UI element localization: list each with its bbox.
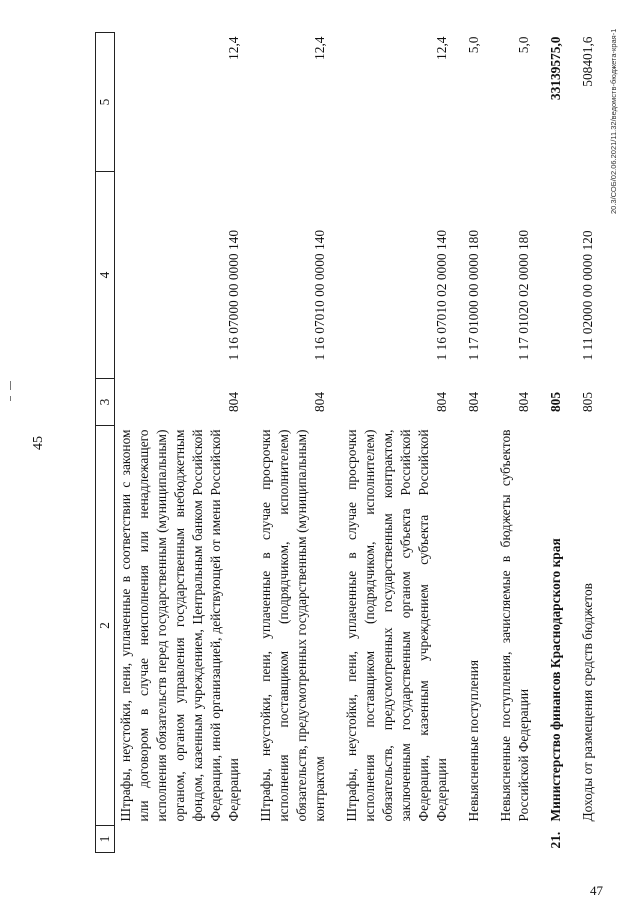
row-number: 21. [548,831,563,849]
row-code: 804 [312,391,327,413]
revenue-table-rotated [95,33,615,853]
scan-mark [10,381,11,390]
row-number [453,826,485,853]
header-cell: 5 [96,33,115,172]
row-number [567,826,599,853]
table-row [245,33,331,853]
revenue-table [95,32,599,853]
row-name: Штрафы, неустойки, пени, уплаченные в случае просрочки исполнения поставщиком (подрядчиком, исполнителем) обязательств, предусмотренных государственным контрактом, заключенным государственным органом субъекта Российской Федерации, казенным учреждением субъекта Российской Федерации [344,429,449,822]
table-header-row [96,33,115,853]
footer-document-code: 20.3/СОБ/02.06.2021/11.32/ведомств-бюджета-края-1 [609,28,618,214]
row-code: 804 [466,391,481,413]
scan-mark [10,396,11,401]
row-name: Доходы от размещения средств бюджетов [580,583,595,822]
row-code: 804 [226,391,241,413]
row-amount: 508401,6 [580,36,595,87]
row-kbk: 1 17 01020 02 0000 180 [516,229,531,361]
header-cell: 4 [96,172,115,379]
row-name: Невыясненные поступления, зачисляемые в бюджеты субъектов Российской Федерации [498,429,531,822]
table-row [567,33,599,853]
rotated-page-number: 45 [31,436,46,450]
table-row-section [535,33,567,853]
row-kbk: 1 11 02000 00 0000 120 [580,230,595,361]
row-number [331,826,453,853]
row-amount: 5,0 [466,36,481,54]
row-code: 805 [548,391,563,413]
table-row [485,33,535,853]
header-cell: 1 [96,826,115,853]
header-cell: 2 [96,426,115,826]
row-kbk [535,172,567,379]
table-row [453,33,485,853]
row-name: Штрафы, неустойки, пени, уплаченные в соответствии с законом или договором в случае неисполнения или ненадлежащего исполнения обязательств перед государственным (муниципальным) органом, органом управления государственным внебюджетным фондом, казенным учреждением, Центральным банком Российской Федерации, иной организацией, действующей от имени Российской Федерации [118,429,241,822]
table-row [331,33,453,853]
row-code: 804 [434,391,449,413]
row-kbk: 1 17 01000 00 0000 180 [466,229,481,361]
row-name: Невыясненные поступления [466,659,481,822]
row-amount: 12,4 [226,36,241,60]
table-row [115,33,246,853]
row-name: Министерство финансов Краснодарского края [548,538,563,822]
header-cell: 3 [96,379,115,426]
page-number: 47 [590,883,603,898]
row-number [485,826,535,853]
row-kbk: 1 16 07010 02 0000 140 [434,229,449,361]
row-name: Штрафы, неустойки, пени, уплаченные в случае просрочки исполнения поставщиком (подрядчиком, исполнителем) обязательств, предусмотренных государственным (муниципальным) контрактом [258,429,327,822]
row-amount: 12,4 [434,36,449,60]
row-amount: 33139575,0 [548,36,563,101]
row-code: 804 [516,391,531,413]
row-number [245,826,331,853]
row-number [115,826,246,853]
row-code: 805 [580,391,595,413]
row-kbk: 1 16 07000 00 0000 140 [226,229,241,361]
row-amount: 12,4 [312,36,327,60]
row-kbk: 1 16 07010 00 0000 140 [312,229,327,361]
row-amount: 5,0 [516,36,531,54]
